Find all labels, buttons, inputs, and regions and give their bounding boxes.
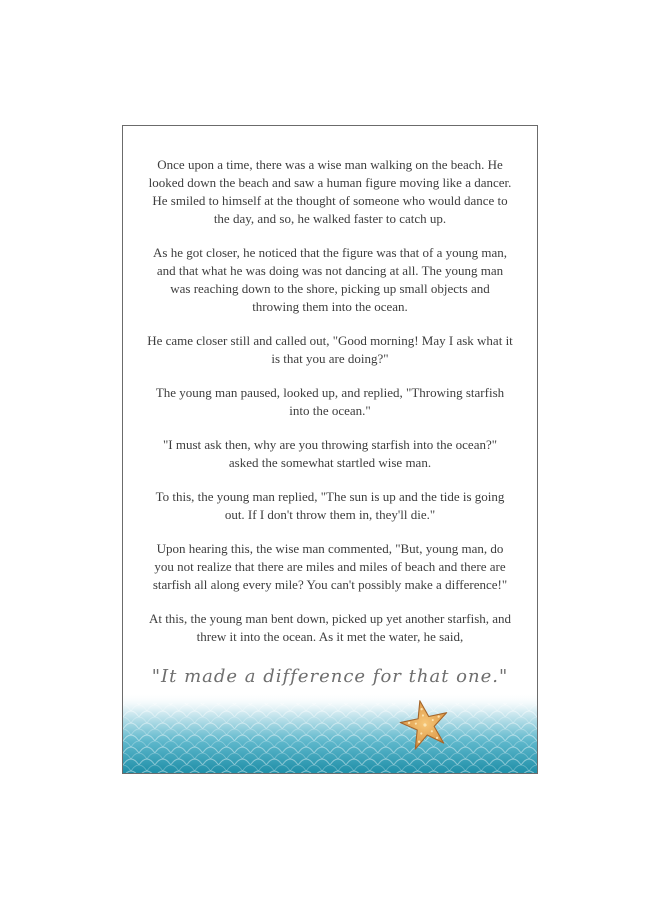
story-paragraph-3: He came closer still and called out, "Good morning! May I ask what it is that you are doing?" — [147, 333, 513, 366]
story-paragraph-7: Upon hearing this, the wise man commented, "But, young man, do you not realize that there are miles and miles of beach and there are starfish all along every mile? You can't possibly make a difference!" — [152, 541, 508, 592]
story-text — [147, 156, 513, 662]
story-paragraph-8: At this, the young man bent down, picked up yet another starfish, and threw it into the ocean. As it met the water, he said, — [148, 611, 512, 644]
starfish-icon — [398, 698, 452, 752]
story-paragraph-6: To this, the young man replied, "The sun is up and the tide is going out. If I don't throw them in, they'll die." — [155, 489, 505, 522]
story-card — [122, 125, 538, 774]
story-paragraph-4: The young man paused, looked up, and replied, "Throwing starfish into the ocean." — [155, 385, 505, 418]
closing-quote: "It made a difference for that one." — [151, 666, 509, 687]
story-paragraph-2: As he got closer, he noticed that the figure was that of a young man, and that what he was doing was not dancing at all. The young man was reaching down to the shore, picking up small objects and throwing them into the ocean. — [153, 245, 507, 314]
ocean-texture — [123, 693, 537, 773]
story-paragraph-1: Once upon a time, there was a wise man walking on the beach. He looked down the beach and saw a human figure moving like a dancer. He smiled to himself at the thought of someone who would dance to the day, and so, he walked faster to catch up. — [148, 157, 512, 226]
story-paragraph-5: "I must ask then, why are you throwing starfish into the ocean?" asked the somewhat startled wise man. — [162, 437, 498, 470]
ocean-wave-decoration — [123, 693, 537, 773]
